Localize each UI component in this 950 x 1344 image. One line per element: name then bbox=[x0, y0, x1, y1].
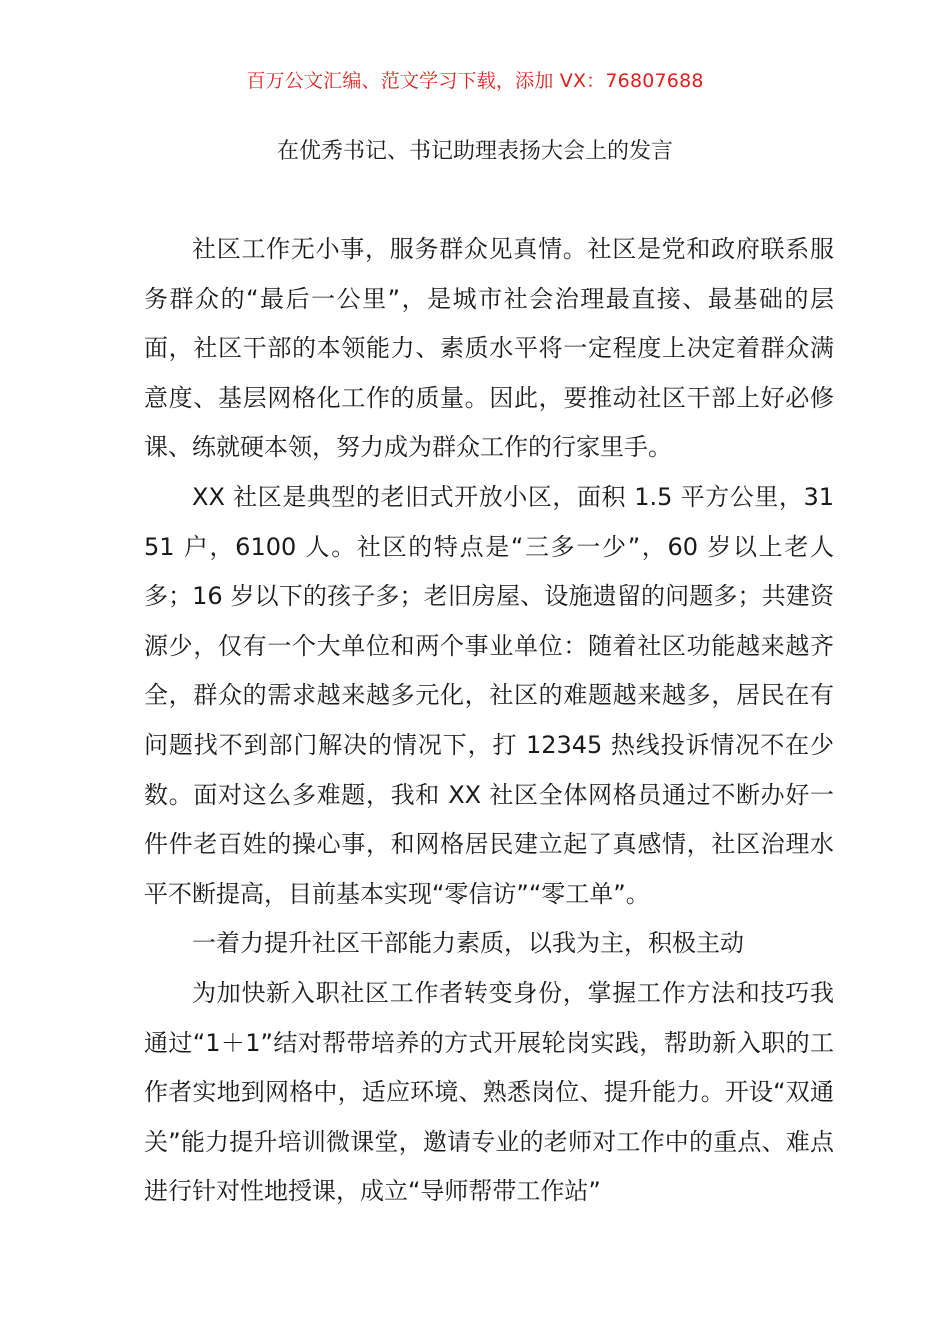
paragraph-1: 社区工作无小事，服务群众见真情。社区是党和政府联系服务群众的“最后一公里”，是城市社会治理最直接、最基础的层面，社区干部的本领能力、素质水平将一定程度上决定着群众满意度、基层网格化工作的质量。因此，要推动社区干部上好必修课、练就硬本领，努力成为群众工作的行家里手。 bbox=[144, 235, 834, 462]
paragraph-3-heading: 一着力提升社区干部能力素质，以我为主，积极主动 bbox=[192, 929, 744, 958]
document-body bbox=[144, 225, 834, 1217]
paragraph-4: 为加快新入职社区工作者转变身份，掌握工作方法和技巧我通过“1＋1”结对帮带培养的方式开展轮岗实践，帮助新入职的工作者实地到网格中，适应环境、熟悉岗位、提升能力。开设“双通关”能力提升培训微课堂，邀请专业的老师对工作中的重点、难点进行针对性地授课，成立“导师帮带工作站” bbox=[144, 978, 834, 1206]
paragraph-2: XX 社区是典型的老旧式开放小区，面积 1.5 平方公里，3151 户，6100 人。社区的特点是“三多一少”，60 岁以上老人多；16 岁以下的孩子多；老旧房屋、设施遗留的问题多；共建资源少，仅有一个大单位和两个事业单位：随着社区功能越来越齐全，群众的需求越来越多元化，社区的难题越来越多，居民在有问题找不到部门解决的情况下，打 12345 热线投诉情况不在少数。面对这么多难题，我和 XX 社区全体网格员通过不断办好一件件老百姓的操心事，和网格居民建立起了真感情，社区治理水平不断提高，目前基本实现“零信访”“零工单”。 bbox=[144, 482, 834, 908]
header-banner: 百万公文汇编、范文学习下载，添加 VX：76807688 bbox=[246, 70, 704, 92]
document-title: 在优秀书记、书记助理表扬大会上的发言 bbox=[276, 139, 673, 164]
